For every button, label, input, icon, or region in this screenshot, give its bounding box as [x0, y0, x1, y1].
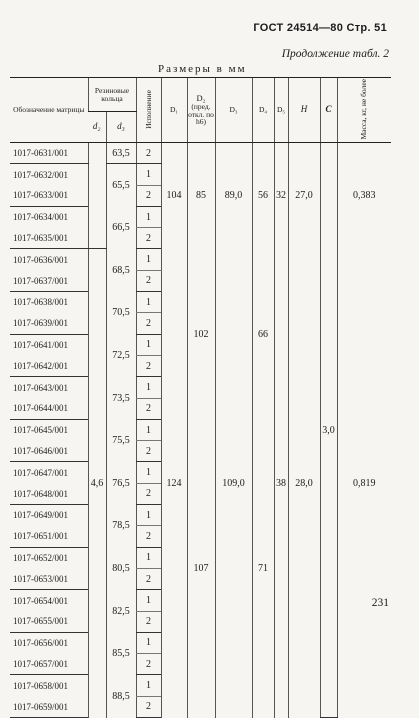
version-cell: 1 — [136, 206, 161, 227]
version-cell: 2 — [136, 568, 161, 589]
col-designation: Обозначение матрицы — [10, 78, 88, 143]
version-cell: 2 — [136, 185, 161, 206]
version-cell: 1 — [136, 632, 161, 653]
version-cell: 1 — [136, 590, 161, 611]
designation-cell: 1017-0647/001 — [13, 467, 68, 478]
version-cell: 1 — [136, 292, 161, 313]
mass-cell: 0,819 — [337, 249, 391, 718]
designation-cell: 1017-0656/001 — [13, 638, 68, 649]
designation-cell: 1017-0642/001 — [10, 355, 88, 376]
designation-cell: 1017-0657/001 — [10, 654, 88, 675]
dimensions-table — [10, 77, 391, 718]
version-cell: 2 — [136, 355, 161, 376]
d3-cell: 73,5 — [106, 377, 136, 420]
H-cell: 28,0 — [288, 249, 320, 718]
d3-cell: 88,5 — [106, 675, 136, 718]
d2-cell: 4,6 — [88, 249, 106, 718]
version-cell: 1 — [136, 547, 161, 568]
col-d2: d₂ — [88, 112, 106, 143]
designation-cell: 1017-0653/001 — [10, 568, 88, 589]
col-D5: D₅ — [274, 78, 288, 143]
version-cell: 1 — [136, 419, 161, 440]
d3-cell: 65,5 — [106, 164, 136, 207]
col-version: Исполнение — [136, 78, 161, 143]
designation-cell: 1017-0632/001 — [13, 169, 68, 180]
d3-cell: 76,5 — [106, 462, 136, 505]
mass-cell: 0,383 — [337, 143, 391, 249]
designation-cell: 1017-0634/001 — [13, 212, 68, 223]
designation-cell: 1017-0648/001 — [10, 483, 88, 504]
col-D3: D₃ — [215, 78, 252, 143]
designation-cell: 1017-0644/001 — [10, 398, 88, 419]
H-cell: 27,0 — [288, 143, 320, 249]
designation-cell: 1017-0651/001 — [10, 526, 88, 547]
col-mass: Масса, кг, не более — [337, 78, 391, 143]
version-cell: 1 — [136, 462, 161, 483]
d2-cell — [88, 143, 106, 249]
d3-cell: 72,5 — [106, 334, 136, 377]
designation-cell: 1017-0633/001 — [10, 185, 88, 206]
version-cell: 1 — [136, 334, 161, 355]
page-number: 231 — [371, 597, 389, 609]
d3-cell: 85,5 — [106, 632, 136, 675]
col-D1: D₁ — [161, 78, 187, 143]
d3-cell: 80,5 — [106, 547, 136, 590]
version-cell: 1 — [136, 164, 161, 185]
version-cell: 2 — [136, 611, 161, 632]
D4-cell: 56 — [252, 143, 274, 249]
table-continuation-label: Продолжение табл. 2 — [281, 48, 389, 60]
version-cell: 2 — [136, 398, 161, 419]
d3-cell: 78,5 — [106, 505, 136, 548]
D2-cell: 102 — [187, 249, 215, 419]
D5-cell: 38 — [274, 249, 288, 718]
D2-cell: 85 — [187, 143, 215, 249]
version-cell: 2 — [136, 313, 161, 334]
D1-cell: 104 — [161, 143, 187, 249]
D2-cell: 107 — [187, 419, 215, 717]
D4-cell: 71 — [252, 419, 274, 717]
designation-cell: 1017-0641/001 — [13, 340, 68, 351]
designation-cell: 1017-0631/001 — [10, 143, 88, 164]
col-C: C — [320, 78, 337, 143]
designation-cell: 1017-0646/001 — [10, 441, 88, 462]
designation-cell: 1017-0659/001 — [10, 696, 88, 717]
version-cell: 2 — [136, 654, 161, 675]
version-cell: 2 — [136, 441, 161, 462]
col-D2: D₂ (пред. откл. по h6) — [187, 78, 215, 143]
designation-cell: 1017-0635/001 — [10, 228, 88, 249]
designation-cell: 1017-0643/001 — [13, 382, 68, 393]
table-body — [10, 143, 391, 718]
designation-cell: 1017-0637/001 — [10, 270, 88, 291]
version-cell: 1 — [136, 249, 161, 270]
designation-cell: 1017-0639/001 — [10, 313, 88, 334]
version-cell: 2 — [136, 228, 161, 249]
d3-cell: 70,5 — [106, 292, 136, 335]
version-cell: 2 — [136, 696, 161, 717]
designation-cell: 1017-0654/001 — [13, 595, 68, 606]
D1-cell: 124 — [161, 249, 187, 718]
designation-cell: 1017-0638/001 — [13, 297, 68, 308]
designation-cell: 1017-0649/001 — [13, 510, 68, 521]
version-cell: 1 — [136, 505, 161, 526]
d3-cell: 75,5 — [106, 419, 136, 462]
D5-cell: 32 — [274, 143, 288, 249]
version-cell: 2 — [136, 270, 161, 291]
col-D4: D₄ — [252, 78, 274, 143]
units-caption: Размеры в мм — [158, 63, 247, 75]
d3-cell: 82,5 — [106, 590, 136, 633]
d3-cell: 63,5 — [106, 143, 136, 164]
designation-cell: 1017-0652/001 — [13, 553, 68, 564]
page-header: ГОСТ 24514—80 Стр. 51 — [253, 22, 387, 34]
designation-cell: 1017-0658/001 — [13, 680, 68, 691]
table-row — [10, 143, 391, 164]
designation-cell: 1017-0645/001 — [13, 425, 68, 436]
d3-cell: 66,5 — [106, 206, 136, 249]
d3-cell: 68,5 — [106, 249, 136, 292]
version-cell: 1 — [136, 377, 161, 398]
D3-cell: 109,0 — [215, 249, 252, 718]
version-cell: 2 — [136, 526, 161, 547]
version-cell: 2 — [136, 483, 161, 504]
D4-cell: 66 — [252, 249, 274, 419]
designation-cell: 1017-0636/001 — [13, 254, 68, 265]
col-rings: Резиновые кольца — [88, 78, 136, 112]
col-d3: d₃ — [106, 112, 136, 143]
D3-cell: 89,0 — [215, 143, 252, 249]
version-cell: 2 — [136, 143, 161, 164]
version-cell: 1 — [136, 675, 161, 696]
C-cell: 3,0 — [320, 143, 337, 718]
col-H: H — [288, 78, 320, 143]
designation-cell: 1017-0655/001 — [10, 611, 88, 632]
